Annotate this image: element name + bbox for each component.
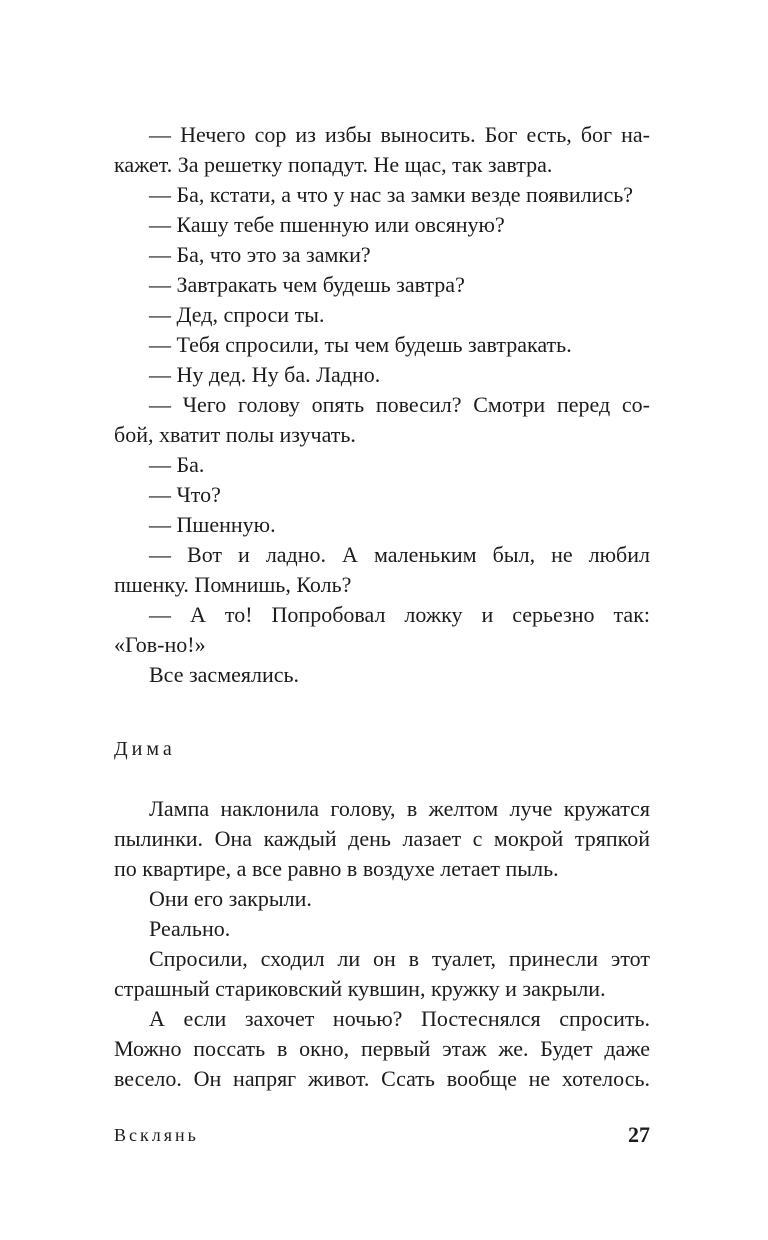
- section-body: [114, 794, 650, 1094]
- text-line: — Ба, что это за замки?: [149, 242, 371, 267]
- text-line: Спросили, сходил ли он в туалет, принесли этот: [149, 946, 650, 971]
- text-line: А если захочет ночью? Постеснялся спросить.: [149, 1006, 650, 1031]
- text-line: Все засмеялись.: [149, 662, 300, 687]
- page-footer: [114, 1120, 650, 1150]
- text-line: — Дед, спроси ты.: [149, 302, 325, 327]
- text-line: — Ба.: [149, 452, 205, 477]
- dialogue-block: [114, 120, 650, 690]
- text-line: — Тебя спросили, ты чем будешь завтракать.: [149, 332, 572, 357]
- text-line: Лампа наклонила голову, в желтом луче кружатся: [149, 796, 650, 821]
- text-line: — Чего голову опять повесил? Смотри перед со-: [149, 392, 650, 417]
- text-line: бой, хватит полы изучать.: [114, 422, 356, 447]
- text-line: Можно поссать в окно, первый этаж же. Будет даже: [114, 1036, 650, 1061]
- text-line: — Пшенную.: [149, 512, 276, 537]
- text-line: пылинки. Она каждый день лазает с мокрой тряпкой: [114, 826, 650, 851]
- text-line: — Кашу тебе пшенную или овсяную?: [149, 212, 505, 237]
- text-line: — Нечего сор из избы выносить. Бог есть, бог на-: [149, 122, 650, 147]
- text-line: кажет. За решетку попадут. Не щас, так завтра.: [114, 152, 553, 177]
- page-number: 27: [628, 1122, 650, 1147]
- text-line: — Ба, кстати, а что у нас за замки везде появились?: [149, 182, 634, 207]
- text-line: — А то! Попробовал ложку и серьезно так:: [149, 602, 650, 627]
- text-line: по квартире, а все равно в воздухе летает пыль.: [114, 856, 559, 881]
- text-line: Они его закрыли.: [149, 886, 312, 911]
- text-line: «Гов-но!»: [114, 632, 206, 657]
- section-heading: Дима: [114, 738, 176, 760]
- text-line: — Ну дед. Ну ба. Ладно.: [149, 362, 381, 387]
- running-title: Всклянь: [114, 1125, 199, 1145]
- text-line: Реально.: [149, 916, 231, 941]
- text-line: — Завтракать чем будешь завтра?: [149, 272, 465, 297]
- text-line: — Что?: [149, 482, 221, 507]
- text-line: пшенку. Помнишь, Коль?: [114, 572, 352, 597]
- page-body: [114, 120, 650, 1094]
- text-line: весело. Он напряг живот. Ссать вообще не хотелось.: [114, 1066, 650, 1091]
- text-line: страшный стариковский кувшин, кружку и закрыли.: [114, 976, 606, 1001]
- text-line: — Вот и ладно. А маленьким был, не любил: [149, 542, 650, 567]
